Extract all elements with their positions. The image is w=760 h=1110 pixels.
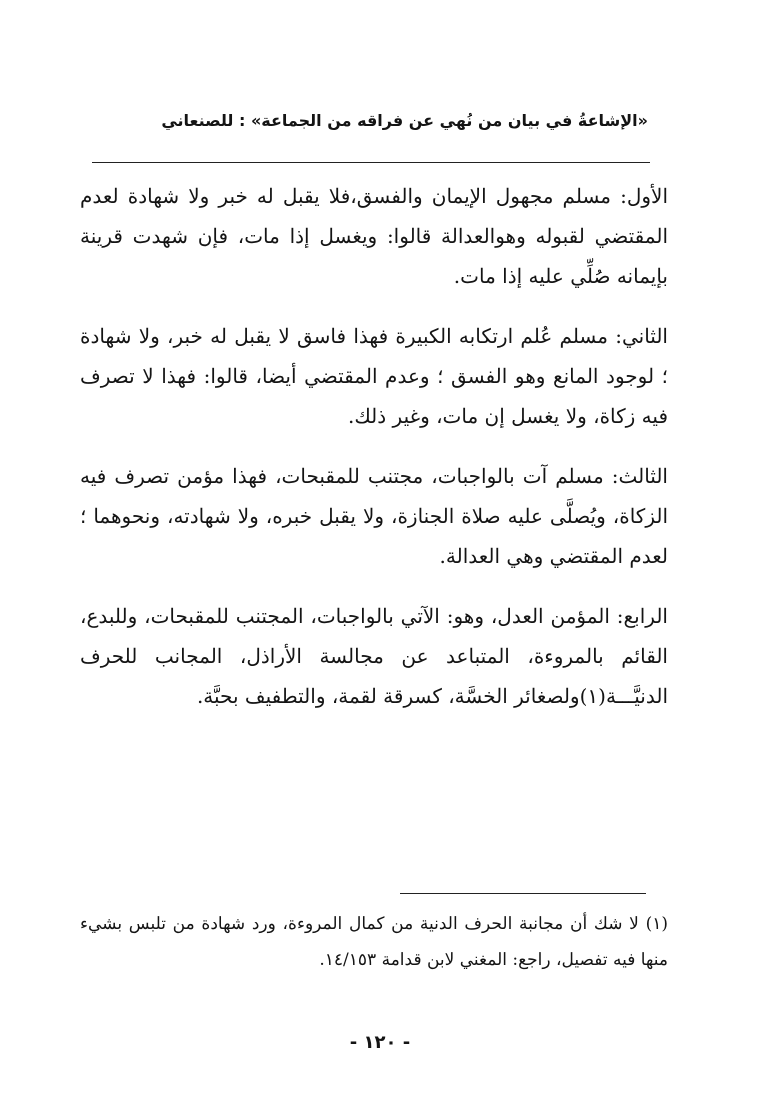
paragraph-third-category: الثالث: مسلم آت بالواجبات، مجتنب للمقبحات، فهذا مؤمن تصرف فيه الزكاة، ويُصلَّى عليه صلاة الجنازة، ولا يقبل خبره، ولا شهادته، ونحوهما ؛ لعدم المقتضي وهي العدالة. [80, 464, 668, 568]
paragraph-first-category: الأول: مسلم مجهول الإيمان والفسق،فلا يقبل له خبر ولا شهادة لعدم المقتضي لقبوله وهوالعدالة قالوا: ويغسل إذا مات، فإن شهدت قرينة بإيمانه صُلِّي عليه إذا مات. [80, 184, 668, 288]
running-header: «الإشاعةُ في بيان من نُهي عن فراقه من الجماعة» : للصنعاني [161, 111, 648, 130]
header-rule [92, 162, 650, 163]
main-text [80, 176, 668, 716]
paragraph-second-category: الثاني: مسلم عُلم ارتكابه الكبيرة فهذا فاسق لا يقبل له خبر، ولا شهادة ؛ لوجود المانع وهو الفسق ؛ وعدم المقتضي أيضا، قالوا: فهذا لا تصرف فيه زكاة، ولا يغسل إن مات، وغير ذلك. [80, 324, 668, 428]
page-number: - ١٢٠ - [349, 1032, 411, 1053]
footnotes [80, 906, 668, 978]
footnote-1: (١) لا شك أن مجانبة الحرف الدنية من كمال المروءة، ورد شهادة من تلبس بشيء منها فيه تفصيل، راجع: المغني لابن قدامة ١٤/١٥٣. [80, 914, 668, 970]
footnote-rule [400, 893, 646, 894]
paragraph-fourth-category: الرابع: المؤمن العدل، وهو: الآتي بالواجبات، المجتنب للمقبحات، وللبدع، القائم بالمروءة، المتباعد عن مجالسة الأراذل، المجانب للحرف الدنيَّـــة(١)ولصغائر الخسَّة، كسرقة لقمة، والتطفيف بحبَّة. [80, 604, 668, 708]
